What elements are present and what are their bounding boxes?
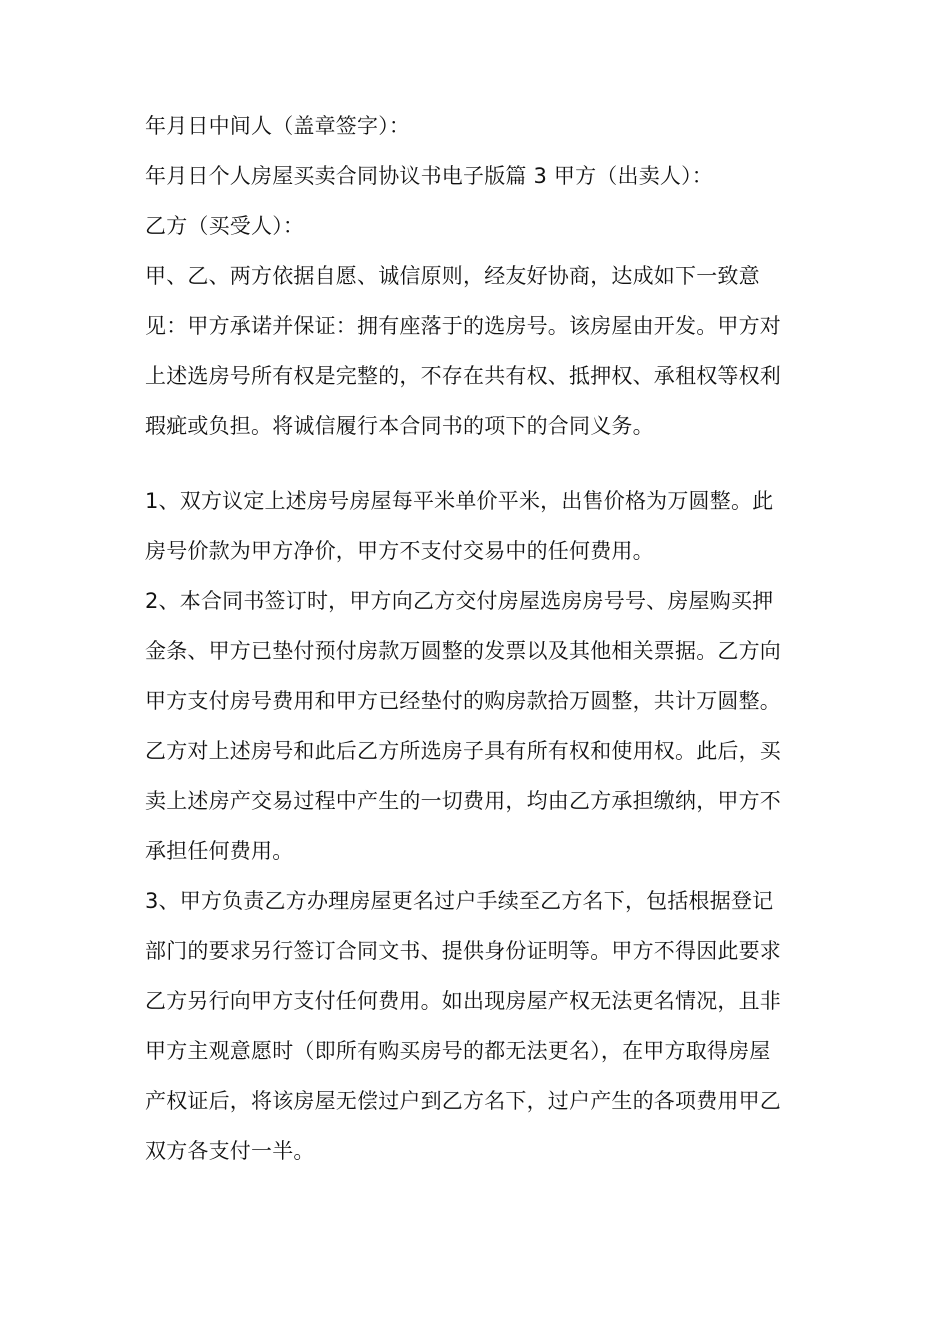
- text-line: 承担任何费用。: [145, 839, 294, 863]
- text-line: 3、甲方负责乙方办理房屋更名过户手续至乙方名下，包括根据登记: [145, 889, 774, 913]
- text-line: 年月日个人房屋买卖合同协议书电子版篇 3 甲方（出卖人）：: [145, 164, 714, 188]
- text-line: 产权证后，将该房屋无偿过户到乙方名下，过户产生的各项费用甲乙: [145, 1089, 781, 1113]
- text-line: 瑕疵或负担。将诚信履行本合同书的项下的合同义务。: [145, 414, 654, 438]
- text-line: 上述选房号所有权是完整的，不存在共有权、抵押权、承租权等权利: [145, 364, 781, 388]
- text-line: 房号价款为甲方净价，甲方不支付交易中的任何费用。: [145, 539, 654, 563]
- text-line: 乙方另行向甲方支付任何费用。如出现房屋产权无法更名情况，且非: [145, 989, 781, 1013]
- text-line: 乙方（买受人）：: [145, 214, 305, 238]
- text-line: 年月日中间人（盖章签字）：: [145, 114, 411, 138]
- text-line: 甲方支付房号费用和甲方已经垫付的购房款拾万圆整，共计万圆整。: [145, 689, 781, 713]
- text-line: 乙方对上述房号和此后乙方所选房子具有所有权和使用权。此后，买: [145, 739, 781, 763]
- text-line: 见：甲方承诺并保证：拥有座落于的选房号。该房屋由开发。甲方对: [145, 314, 781, 338]
- text-line: 1、双方议定上述房号房屋每平米单价平米，出售价格为万圆整。此: [145, 489, 774, 513]
- text-line: 2、本合同书签订时，甲方向乙方交付房屋选房房号号、房屋购买押: [145, 589, 774, 613]
- text-line: 双方各支付一半。: [145, 1139, 315, 1163]
- text-line: 甲、乙、两方依据自愿、诚信原则，经友好协商，达成如下一致意: [145, 264, 760, 288]
- text-line: 金条、甲方已垫付预付房款万圆整的发票以及其他相关票据。乙方向: [145, 639, 781, 663]
- text-line: 甲方主观意愿时（即所有购买房号的都无法更名），在甲方取得房屋: [145, 1039, 771, 1063]
- text-line: 卖上述房产交易过程中产生的一切费用，均由乙方承担缴纳，甲方不: [145, 789, 781, 813]
- text-line: 部门的要求另行签订合同文书、提供身份证明等。甲方不得因此要求: [145, 939, 781, 963]
